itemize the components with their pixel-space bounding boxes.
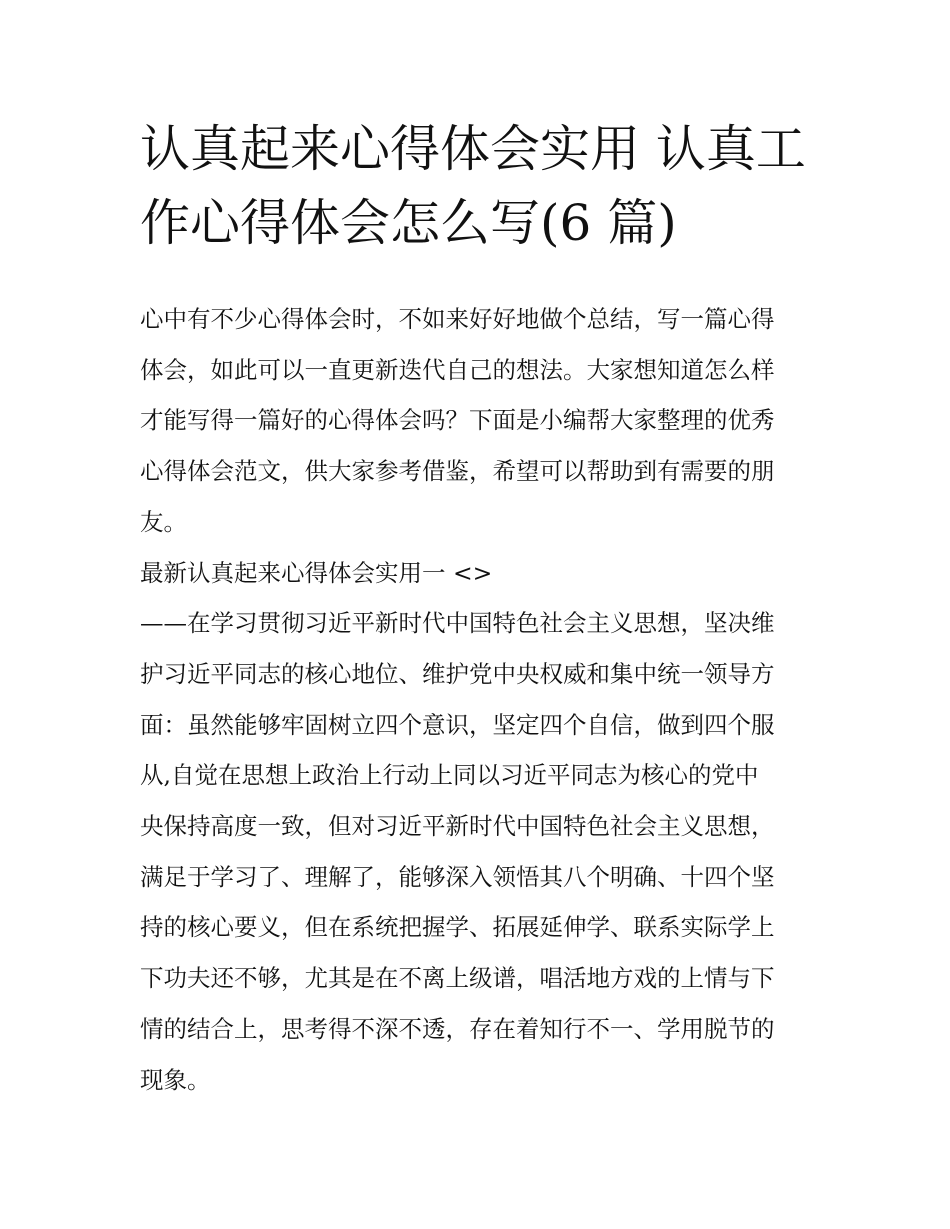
- body-line: 现象。: [140, 1065, 211, 1094]
- body-line: 央保持高度一致，但对习近平新时代中国特色社会主义思想，: [140, 812, 775, 841]
- intro-paragraph: [140, 294, 812, 548]
- intro-line: 友。: [140, 507, 187, 536]
- document-body: [140, 294, 812, 1105]
- document-title: [140, 112, 812, 260]
- body-line: ——在学习贯彻习近平新时代中国特色社会主义思想，坚决维: [140, 609, 775, 638]
- intro-line: 心中有不少心得体会时，不如来好好地做个总结，写一篇心得: [140, 305, 775, 333]
- title-line: 作心得体会怎么写(6 篇): [140, 194, 677, 252]
- title-lines: [140, 112, 812, 260]
- title-line: 认真起来心得体会实用 认真工: [140, 120, 806, 178]
- body-line: 下功夫还不够，尤其是在不离上级谱，唱活地方戏的上情与下: [140, 964, 775, 993]
- body-line: 从,自觉在思想上政治上行动上同以习近平同志为核心的党中: [140, 761, 759, 790]
- body-line: 护习近平同志的核心地位、维护党中央权威和集中统一领导方: [140, 659, 775, 688]
- body-line: 情的结合上，思考得不深不透，存在着知行不一、学用脱节的: [140, 1014, 775, 1043]
- intro-line: 体会，如此可以一直更新迭代自己的想法。大家想知道怎么样: [140, 355, 775, 384]
- document-page: [140, 112, 812, 1105]
- body-paragraph: [140, 598, 812, 1105]
- intro-line: 才能写得一篇好的心得体会吗？下面是小编帮大家整理的优秀: [140, 406, 775, 435]
- intro-line: 心得体会范文，供大家参考借鉴，希望可以帮助到有需要的朋: [140, 457, 775, 486]
- body-line: 面：虽然能够牢固树立四个意识，坚定四个自信，做到四个服: [140, 710, 775, 739]
- body-line: 持的核心要义，但在系统把握学、拓展延伸学、联系实际学上: [140, 913, 775, 942]
- body-line: 满足于学习了、理解了，能够深入领悟其八个明确、十四个坚: [140, 862, 775, 891]
- section-heading: 最新认真起来心得体会实用一 <>: [140, 558, 493, 587]
